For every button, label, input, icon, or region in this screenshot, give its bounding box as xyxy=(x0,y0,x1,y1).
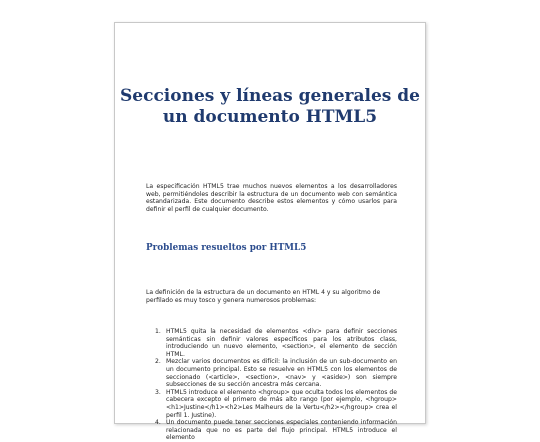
list-item-text: Mezclar varios documentos es difícil: la inclusión de un sub-documento en un documento principal. Esto se resuelve en HTML5 con los elementos de seccionado (<article>, <section>, <nav> y <aside>) son siempre subsecciones de su sección ancestra más cercana. xyxy=(166,358,397,389)
intro-paragraph: La especificación HTML5 trae muchos nuevos elementos a los desarrolladores web, permitiéndoles describir la estructura de un documento web con semántica estandarizada. Este documento describe estos elementos y cómo usarlos para definir el perfil de cualquier documento. xyxy=(146,183,397,213)
document-page xyxy=(114,22,426,442)
list-item-text: HTML5 introduce el elemento <hgroup> que oculta todos los elementos de cabecera excepto el primero de más alto rango (por ejemplo, <hgroup> <h1>Justine</h1><h2>Les Malheurs de la Vertu</h2></hgroup> crea el perfil 1. Justine). xyxy=(166,388,397,419)
list-item xyxy=(155,328,397,358)
list-item-text: Un documento puede tener secciones especiales conteniendo información relacionada que no es parte del flujo principal. HTML5 introduce el elemento xyxy=(166,419,397,442)
list-item-number: 3. xyxy=(155,388,161,396)
problem-list xyxy=(146,328,397,442)
list-item-text: HTML5 quita la necesidad de elementos <div> para definir secciones semánticas sin definir valores específicos para los atributos class, introduciendo un nuevo elemento, <section>, el elemento de sección HTML. xyxy=(166,328,397,358)
list-item-number: 2. xyxy=(155,358,161,366)
document-title: Secciones y líneas generales de un documento HTML5 xyxy=(120,86,420,127)
section-intro-paragraph: La definición de la estructura de un documento en HTML 4 y su algoritmo de perfilado es muy tosco y genera numerosos problemas: xyxy=(146,289,381,304)
list-item xyxy=(155,389,397,419)
section-heading: Problemas resueltos por HTML5 xyxy=(146,243,307,253)
list-item xyxy=(155,358,397,388)
list-item-number: 1. xyxy=(155,328,161,335)
list-item-number: 4. xyxy=(155,419,161,427)
list-item xyxy=(155,419,397,442)
